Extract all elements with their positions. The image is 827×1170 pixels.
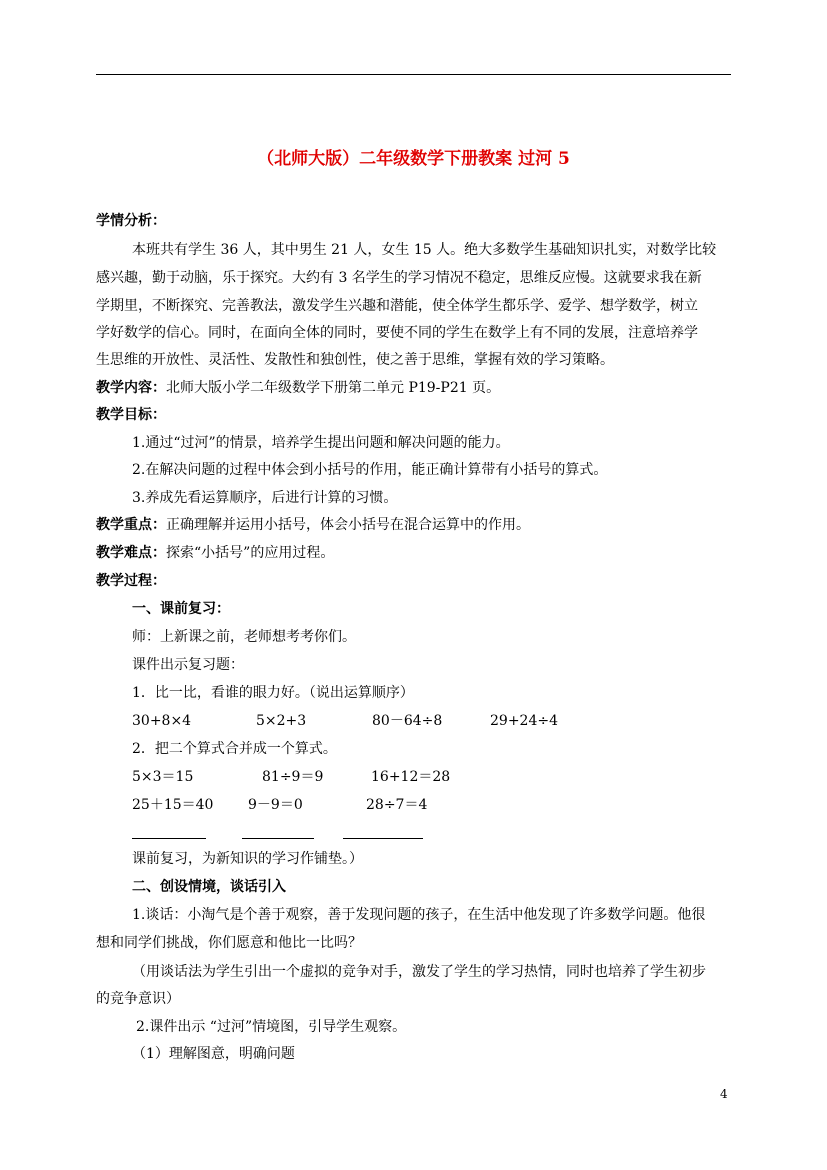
neirong-row	[96, 378, 736, 398]
equation: 5×3＝15	[132, 769, 194, 785]
expression: 30+8×4	[132, 713, 192, 729]
expression: 80－64÷8	[372, 713, 443, 729]
nandian-row	[96, 543, 736, 563]
header-rule	[96, 74, 731, 75]
zhongdian-text: 正确理解并运用小括号，体会小括号在混合运算中的作用。	[166, 517, 530, 533]
step1-teacher: 师：上新课之前，老师想考考你们。	[132, 629, 356, 645]
equation: 81÷9＝9	[262, 769, 324, 785]
zhongdian-row	[96, 515, 736, 535]
equation: 16+12＝28	[371, 769, 451, 785]
paragraph-line: 学好数学的信心。同时，在面向全体的同时，要使不同的学生在数学上有不同的发展，注意培养学	[96, 325, 698, 341]
paragraph-line: 学期里，不断探究、完善教法，激发学生兴趣和潜能，使全体学生都乐学、爱学、想学数学，树立	[96, 298, 698, 314]
mubiao-label: 教学目标：	[96, 407, 166, 423]
equation: 28÷7＝4	[366, 797, 428, 813]
neirong-text: 北师大版小学二年级数学下册第二单元 P19-P21 页。	[166, 380, 501, 396]
document-title: （北师大版）二年级数学下册教案 过河 5	[257, 149, 570, 169]
paragraph-line: 的竞争意识）	[96, 991, 180, 1007]
step1-q2: 2．把二个算式合并成一个算式。	[132, 741, 337, 757]
expression: 29+24÷4	[490, 713, 558, 729]
answer-blank	[343, 838, 423, 839]
equation: 9－9＝0	[248, 797, 303, 813]
paragraph-line: （用谈话法为学生引出一个虚拟的竞争对手，激发了学生的学习热情，同时也培养了学生初步	[132, 964, 706, 980]
objective-item: 2.在解决问题的过程中体会到小括号的作用，能正确计算带有小括号的算式。	[132, 462, 608, 478]
page-number: 4	[720, 1087, 728, 1101]
objective-item: 1.通过“过河”的情景，培养学生提出问题和解决问题的能力。	[132, 435, 510, 451]
objective-item: 3.养成先看运算顺序，后进行计算的习惯。	[132, 490, 398, 506]
paragraph-line: 想和同学们挑战，你们愿意和他比一比吗？	[96, 935, 362, 951]
neirong-label: 教学内容：	[96, 380, 166, 396]
zhongdian-label: 教学重点：	[96, 517, 166, 533]
paragraph-line: （1）理解图意，明确问题	[132, 1046, 295, 1062]
guocheng-label: 教学过程：	[96, 573, 166, 589]
xueqing-label: 学情分析：	[96, 213, 166, 229]
nandian-text: 探索“小括号”的应用过程。	[166, 545, 335, 561]
step1-heading: 一、课前复习：	[132, 601, 230, 617]
paragraph-line: 1.谈话：小淘气是个善于观察，善于发现问题的孩子，在生活中他发现了许多数学问题。他很	[132, 907, 706, 923]
answer-blank	[132, 838, 206, 839]
equation: 25＋15＝40	[132, 797, 214, 813]
nandian-label: 教学难点：	[96, 545, 166, 561]
step1-show: 课件出示复习题：	[132, 657, 244, 673]
answer-blank	[242, 838, 314, 839]
step1-q1: 1．比一比，看谁的眼力好。（说出运算顺序）	[132, 685, 414, 701]
step2-heading: 二、创设情境，谈话引入	[132, 879, 286, 895]
paragraph-line: 2.课件出示 “过河”情境图，引导学生观察。	[136, 1019, 407, 1035]
paragraph-line: 生思维的开放性、灵活性、发散性和独创性，使之善于思维，掌握有效的学习策略。	[96, 352, 614, 368]
step1-note: 课前复习，为新知识的学习作铺垫。）	[132, 851, 363, 867]
paragraph-line: 感兴趣，勤于动脑，乐于探究。大约有 3 名学生的学习情况不稳定，思维反应慢。这就要求我在新	[96, 270, 702, 286]
paragraph-line: 本班共有学生 36 人，其中男生 21 人，女生 15 人。绝大多数学生基础知识扎实，对数学比较	[132, 242, 717, 258]
expression: 5×2+3	[256, 713, 307, 729]
